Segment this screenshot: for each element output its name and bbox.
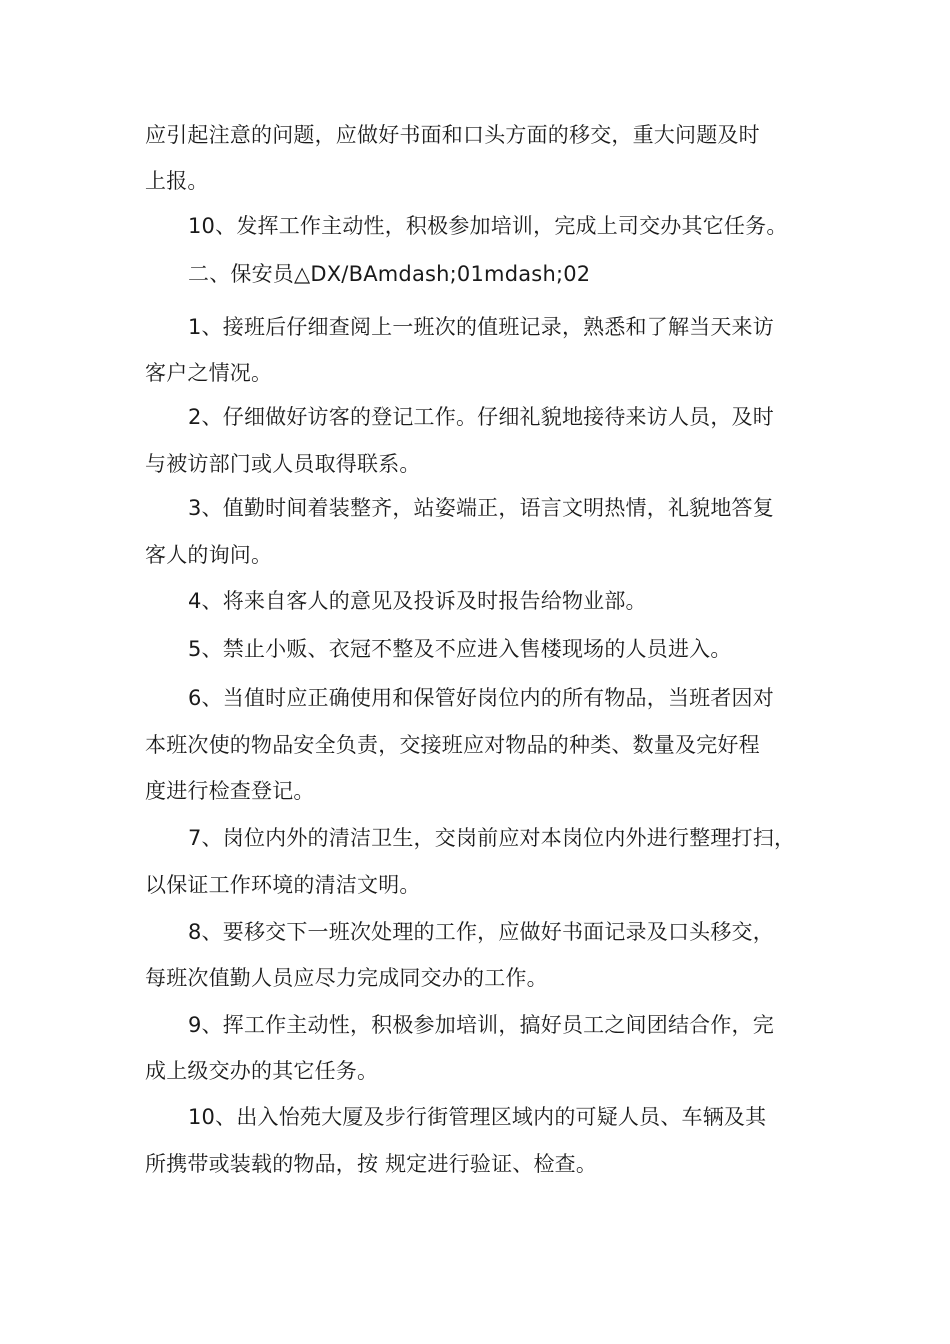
paragraph-line: 7、岗位内外的清洁卫生，交岗前应对本岗位内外进行整理打扫， — [188, 826, 796, 850]
paragraph-line: 5、禁止小贩、衣冠不整及不应进入售楼现场的人员进入。 — [188, 637, 732, 661]
paragraph-line: 3、值勤时间着装整齐，站姿端正，语言文明热情，礼貌地答复 — [188, 496, 774, 520]
paragraph-line: 10、出入怡苑大厦及步行街管理区域内的可疑人员、车辆及其 — [188, 1105, 767, 1129]
paragraph-line: 6、当值时应正确使用和保管好岗位内的所有物品，当班者因对 — [188, 686, 774, 710]
paragraph-line: 8、要移交下一班次处理的工作，应做好书面记录及口头移交， — [188, 920, 774, 944]
text-line: 所携带或装载的物品，按 规定进行验证、检查。 — [145, 1152, 598, 1176]
paragraph-line: 2、仔细做好访客的登记工作。仔细礼貌地接待来访人员，及时 — [188, 405, 774, 429]
section-heading: 二、保安员△DX/BAmdash;01mdash;02 — [188, 262, 591, 286]
paragraph-line: 9、挥工作主动性，积极参加培训，搞好员工之间团结合作，完 — [188, 1013, 774, 1037]
text-line: 本班次使的物品安全负责，交接班应对物品的种类、数量及完好程 — [145, 733, 760, 757]
text-line: 以保证工作环境的清洁文明。 — [145, 873, 421, 897]
text-line: 客人的询问。 — [145, 543, 273, 567]
text-line: 成上级交办的其它任务。 — [145, 1059, 379, 1083]
paragraph-line: 1、接班后仔细查阅上一班次的值班记录，熟悉和了解当天来访 — [188, 315, 774, 339]
text-line: 客户之情况。 — [145, 361, 273, 385]
text-line: 应引起注意的问题，应做好书面和口头方面的移交，重大问题及时 — [145, 123, 760, 147]
paragraph-line: 10、发挥工作主动性，积极参加培训，完成上司交办其它任务。 — [188, 214, 788, 238]
text-line: 每班次值勤人员应尽力完成同交办的工作。 — [145, 966, 548, 990]
paragraph-line: 4、将来自客人的意见及投诉及时报告给物业部。 — [188, 589, 647, 613]
text-line: 度进行检查登记。 — [145, 779, 315, 803]
text-line: 与被访部门或人员取得联系。 — [145, 452, 421, 476]
text-line: 上报。 — [145, 169, 209, 193]
